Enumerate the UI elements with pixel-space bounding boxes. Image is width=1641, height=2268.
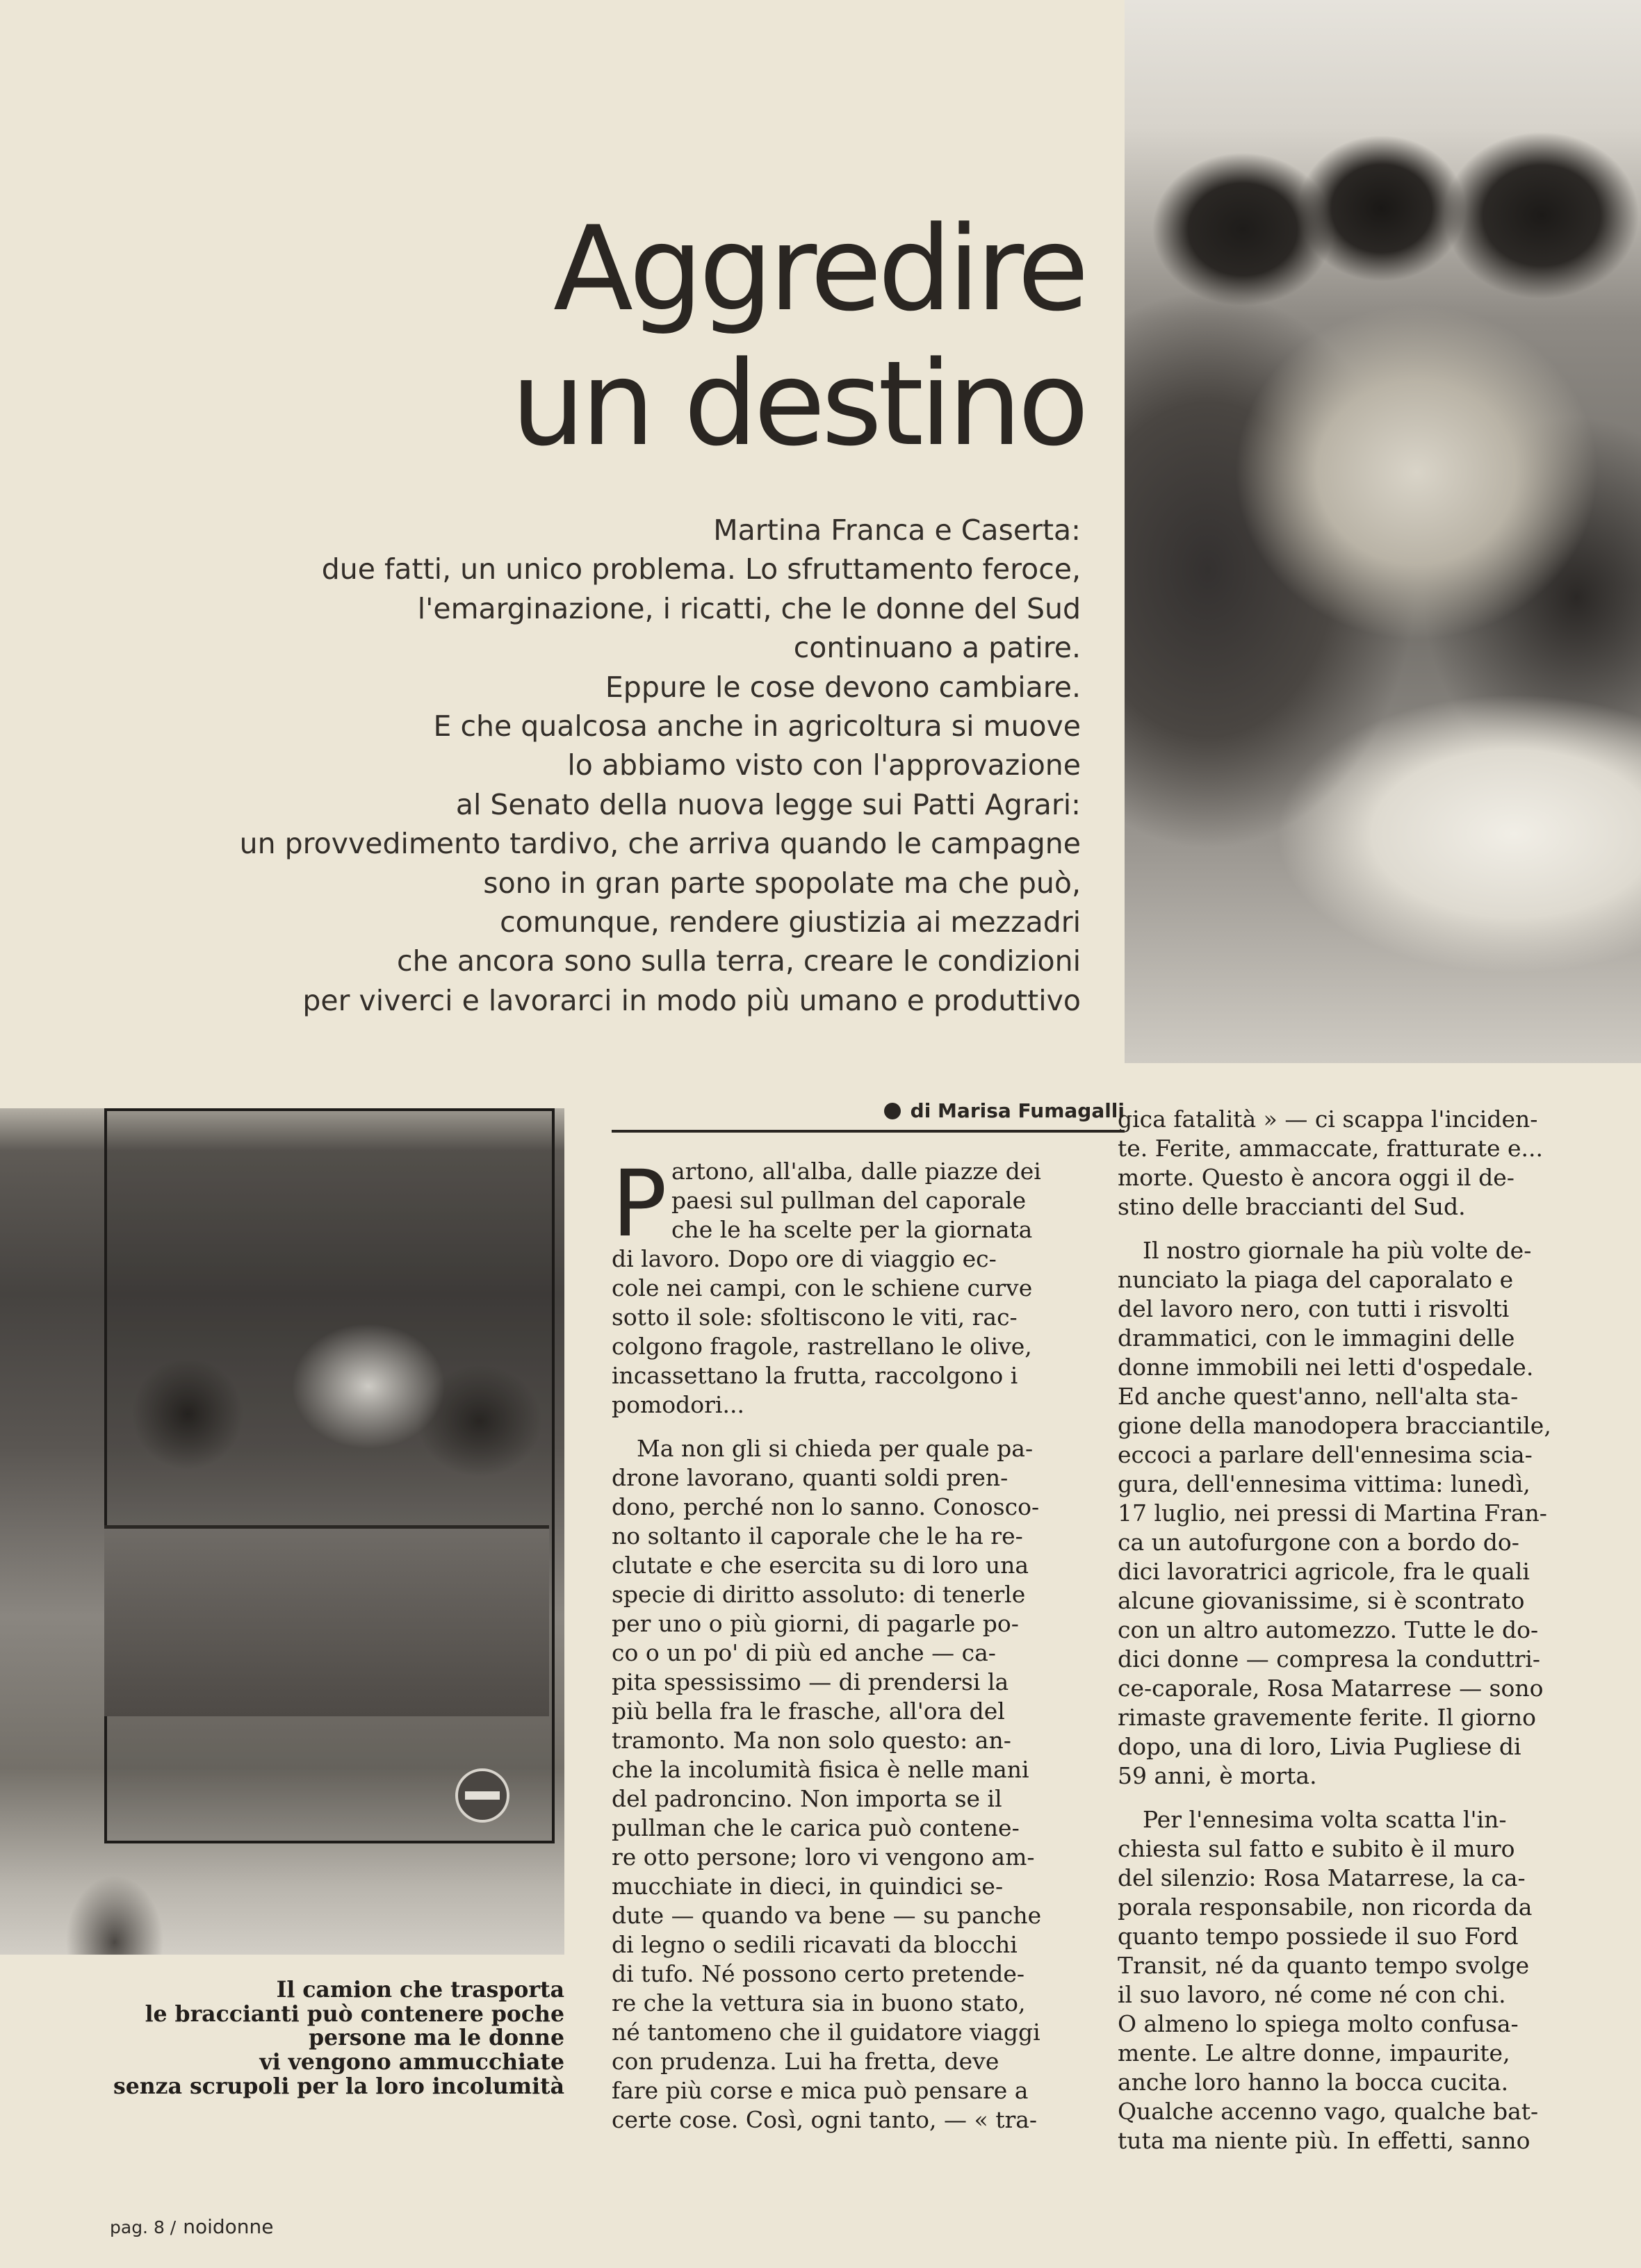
deck-line: Martina Franca e Caserta: [713,513,1081,547]
body-line: pita spessissimo — di prendersi la [612,1668,1009,1695]
body-line: re che la vettura sia in buono stato, [612,1989,1026,2016]
body-line: 17 luglio, nei pressi di Martina Fran- [1118,1499,1547,1527]
body-line: gica fatalità » — ci scappa l'inciden- [1118,1106,1538,1133]
deck-line: lo abbiamo visto con l'approvazione [567,748,1081,782]
body-line: paesi sul pullman del caporale [671,1187,1027,1214]
body-line: co o un po' di più ed anche — ca- [612,1639,996,1666]
truck-photo [0,1108,564,1955]
body-line: eccoci a parlare dell'ennesima scia- [1118,1441,1533,1468]
body-line: di lavoro. Dopo ore di viaggio ec- [612,1245,997,1272]
body-line: mucchiate in dieci, in quindici se- [612,1873,1004,1900]
body-line: rimaste gravemente ferite. Il giorno [1118,1704,1536,1731]
body-line: drone lavorano, quanti soldi pren- [612,1464,1009,1491]
body-line: ca un autofurgone con a bordo do- [1118,1529,1519,1556]
deck-line: E che qualcosa anche in agricoltura si muove [433,709,1081,743]
caption-line: persone ma le donne [309,2025,564,2051]
bullet-icon [884,1103,901,1119]
body-line: ce-caporale, Rosa Matarrese — sono [1118,1675,1544,1702]
no-entry-sign-icon [455,1768,509,1823]
page-number: pag. 8 / [110,2217,177,2237]
body-line: pomodori... [612,1391,744,1418]
body-line: pullman che le carica può contene- [612,1814,1020,1841]
body-line: donne immobili nei letti d'ospedale. [1118,1354,1534,1381]
body-line: dopo, una di loro, Livia Pugliese di [1118,1733,1521,1760]
body-line: morte. Questo è ancora oggi il de- [1118,1164,1515,1191]
body-line: re otto persone; loro vi vengono am- [612,1843,1035,1871]
body-line: Per l'ennesima volta scatta l'in- [1143,1806,1507,1833]
body-line: che la incolumità fisica è nelle mani [612,1756,1029,1783]
deck-line: un provvedimento tardivo, che arriva quando le campagne [239,827,1081,861]
body-line: nunciato la piaga del caporalato e [1118,1266,1514,1293]
article-deck [139,511,1081,1020]
body-line: Ma non gli si chieda per quale pa- [637,1435,1034,1462]
body-line: clutate e che esercita su di loro una [612,1552,1029,1579]
deck-line: continuano a patire. [793,631,1081,665]
body-line: più bella fra le frasche, all'ora del [612,1698,1005,1725]
body-line: incassettano la frutta, raccolgono i [612,1362,1018,1389]
deck-line: comunque, rendere giustizia ai mezzadri [500,905,1081,939]
body-line: anche loro hanno la bocca cucita. [1118,2069,1509,2096]
body-line: dono, perché non lo sanno. Conosco- [612,1493,1040,1520]
body-line: colgono fragole, rastrellano le olive, [612,1333,1032,1360]
body-line: di tufo. Né possono certo pretende- [612,1960,1025,1987]
body-line: quanto tempo possiede il suo Ford [1118,1923,1519,1950]
body-line: del silenzio: Rosa Matarrese, la ca- [1118,1864,1526,1891]
body-line: con prudenza. Lui ha fretta, deve [612,2048,999,2075]
title-line-1: Aggredire [553,201,1085,337]
body-line: che le ha scelte per la giornata [671,1216,1033,1243]
caption-line: le braccianti può contenere poche [145,2000,564,2027]
truck-body [104,1108,555,1843]
deck-line: l'emarginazione, i ricatti, che le donne del Sud [417,591,1081,625]
body-line: O almeno lo spiega molto confusa- [1118,2010,1519,2037]
title-line-2: un destino [511,336,1085,472]
body-line: specie di diritto assoluto: di tenerle [612,1581,1026,1608]
women-photo [1125,0,1641,1063]
caption-line: Il camion che trasporta [276,1977,564,2003]
deck-line: due fatti, un unico problema. Lo sfruttamento feroce, [321,552,1081,586]
body-line: Il nostro giornale ha più volte de- [1143,1237,1532,1264]
body-line: alcune giovanissime, si è scontrato [1118,1587,1525,1614]
body-line: no soltanto il caporale che le ha re- [612,1522,1023,1550]
body-line: artono, all'alba, dalle piazze dei [671,1158,1041,1185]
column-3 [1118,1105,1632,2155]
magazine-name: noidonne [183,2215,274,2238]
body-line: sotto il sole: sfoltiscono le viti, rac- [612,1304,1018,1331]
body-line: cole nei campi, con le schiene curve [612,1274,1033,1301]
body-line: drammatici, con le immagini delle [1118,1324,1515,1351]
deck-line: Eppure le cose devono cambiare. [605,670,1081,704]
body-line: fare più corse e mica può pensare a [612,2077,1029,2104]
body-line: porala responsabile, non ricorda da [1118,1893,1533,1921]
body-line: dici donne — compresa la conduttri- [1118,1645,1541,1673]
caption-line: senza scrupoli per la loro incolumità [113,2073,564,2099]
byline [612,1099,1125,1133]
body-line: certe cose. Così, ogni tanto, — « tra- [612,2106,1038,2133]
body-line: né tantomeno che il guidatore viaggi [612,2019,1040,2046]
body-line: mente. Le altre donne, impaurite, [1118,2039,1510,2066]
body-line: Qualche accenno vago, qualche bat- [1118,2098,1539,2125]
body-line: te. Ferite, ammaccate, fratturate e... [1118,1135,1543,1162]
article-title [511,202,1085,471]
photo-caption [0,1978,564,2099]
deck-line: che ancora sono sulla terra, creare le condizioni [397,944,1081,978]
body-line: gura, dell'ennesima vittima: lunedì, [1118,1470,1530,1497]
page-footer [110,2215,274,2238]
body-line: Ed anche quest'anno, nell'alta sta- [1118,1383,1519,1410]
body-line: tramonto. Ma non solo questo: an- [612,1727,1011,1754]
deck-line: sono in gran parte spopolate ma che può, [483,866,1081,900]
body-line: chiesta sul fatto e subito è il muro [1118,1835,1515,1862]
deck-line: al Senato della nuova legge sui Patti Agrari: [455,787,1081,821]
body-line: del lavoro nero, con tutti i risvolti [1118,1295,1510,1322]
byline-author: di Marisa Fumagalli [910,1099,1125,1122]
column-2 [612,1151,1125,2135]
body-line: il suo lavoro, né come né con chi. [1118,1981,1506,2008]
body-line: dute — quando va bene — su panche [612,1902,1042,1929]
body-line: tuta ma niente più. In effetti, sanno [1118,2127,1530,2154]
body-line: per uno o più giorni, di pagarle po- [612,1610,1019,1637]
body-line: 59 anni, è morta. [1118,1762,1317,1789]
body-line: con un altro automezzo. Tutte le do- [1118,1616,1539,1643]
caption-line: vi vengono ammucchiate [259,2049,564,2076]
body-line: stino delle braccianti del Sud. [1118,1193,1466,1220]
body-line: Transit, né da quanto tempo svolge [1118,1952,1530,1979]
drop-cap: P [612,1151,667,1258]
truck-tailgate [104,1525,549,1716]
body-line: di legno o sedili ricavati da blocchi [612,1931,1018,1958]
deck-line: per viverci e lavorarci in modo più umano e produttivo [302,983,1081,1017]
body-line: gione della manodopera bracciantile, [1118,1412,1551,1439]
body-line: del padroncino. Non importa se il [612,1785,1002,1812]
body-line: dici lavoratrici agricole, fra le quali [1118,1558,1530,1585]
